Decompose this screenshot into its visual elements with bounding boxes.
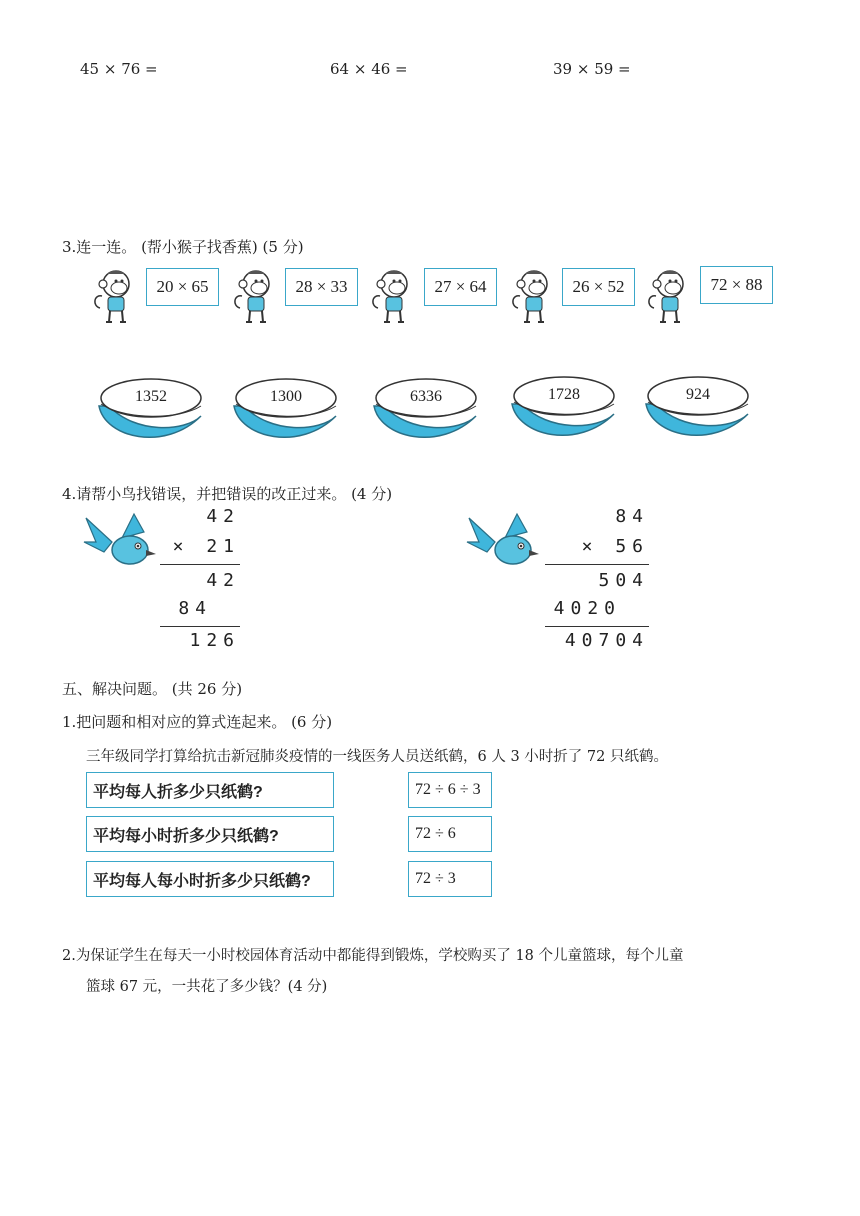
formula-box[interactable]: 72 ÷ 3 (408, 861, 492, 897)
banana-label: 1352 (135, 388, 167, 405)
formula-box[interactable]: 72 ÷ 6 (408, 816, 492, 852)
problem2-line1: 2.为保证学生在每天一小时校园体育活动中都能得到锻炼，学校购买了 18 个儿童篮球，每个儿童 (62, 948, 684, 964)
banana-item[interactable] (95, 376, 207, 446)
banana-item[interactable] (230, 376, 342, 446)
expression-box[interactable]: 20 × 65 (146, 268, 219, 306)
banana-icon (230, 376, 342, 446)
multiplier: × 56 (581, 536, 649, 557)
multiplicand: 84 (615, 506, 649, 527)
bird-icon (82, 512, 160, 570)
result: 40704 (564, 630, 649, 651)
banana-icon (370, 376, 482, 446)
banana-item[interactable] (642, 374, 754, 444)
banana-icon (95, 376, 207, 446)
partial-product-2: 4020 (553, 598, 621, 619)
expression-box[interactable]: 26 × 52 (562, 268, 635, 306)
result: 126 (189, 630, 240, 651)
vertical-calculation-2 (545, 506, 649, 656)
banana-label: 6336 (410, 388, 442, 405)
problem2-line2: 篮球 67 元，一共花了多少钱？(4 分) (86, 979, 328, 995)
problem1-text: 三年级同学打算给抗击新冠肺炎疫情的一线医务人员送纸鹤，6 人 3 小时折了 72 只纸鹤。 (86, 749, 668, 765)
monkey-icon (92, 266, 144, 326)
monkey-icon (510, 266, 562, 326)
equation-2: 64 × 46 = (330, 60, 408, 78)
monkey-icon (232, 266, 284, 326)
partial-product-2: 84 (178, 598, 212, 619)
equation-1: 45 × 76 = (80, 60, 158, 78)
banana-label: 924 (686, 386, 710, 403)
banana-item[interactable] (370, 376, 482, 446)
monkey-icon (370, 266, 422, 326)
banana-item[interactable] (508, 374, 620, 444)
bird-icon (465, 512, 543, 570)
section5-title: 五、解决问题。 (共 26 分) (62, 680, 243, 698)
divider-line (160, 564, 240, 565)
q3-title: 3.连一连。 (帮小猴子找香蕉) (5 分) (62, 238, 304, 256)
q4-title: 4.请帮小鸟找错误，并把错误的改正过来。 (4 分) (62, 485, 393, 503)
banana-label: 1300 (270, 388, 302, 405)
question-box[interactable]: 平均每人每小时折多少只纸鹤? (86, 861, 334, 897)
problem1-title: 1.把问题和相对应的算式连起来。 (6 分) (62, 713, 333, 731)
divider-line (160, 626, 240, 627)
multiplicand: 42 (206, 506, 240, 527)
banana-icon (642, 374, 754, 444)
divider-line (545, 626, 649, 627)
partial-product-1: 42 (206, 570, 240, 591)
question-box[interactable]: 平均每小时折多少只纸鹤? (86, 816, 334, 852)
partial-product-1: 504 (598, 570, 649, 591)
divider-line (545, 564, 649, 565)
question-box[interactable]: 平均每人折多少只纸鹤? (86, 772, 334, 808)
banana-label: 1728 (548, 386, 580, 403)
formula-box[interactable]: 72 ÷ 6 ÷ 3 (408, 772, 492, 808)
equation-3: 39 × 59 = (553, 60, 631, 78)
expression-box[interactable]: 27 × 64 (424, 268, 497, 306)
expression-box[interactable]: 28 × 33 (285, 268, 358, 306)
banana-icon (508, 374, 620, 444)
monkey-icon (646, 266, 698, 326)
expression-box[interactable]: 72 × 88 (700, 266, 773, 304)
multiplier: × 21 (172, 536, 240, 557)
vertical-calculation-1 (160, 506, 240, 656)
